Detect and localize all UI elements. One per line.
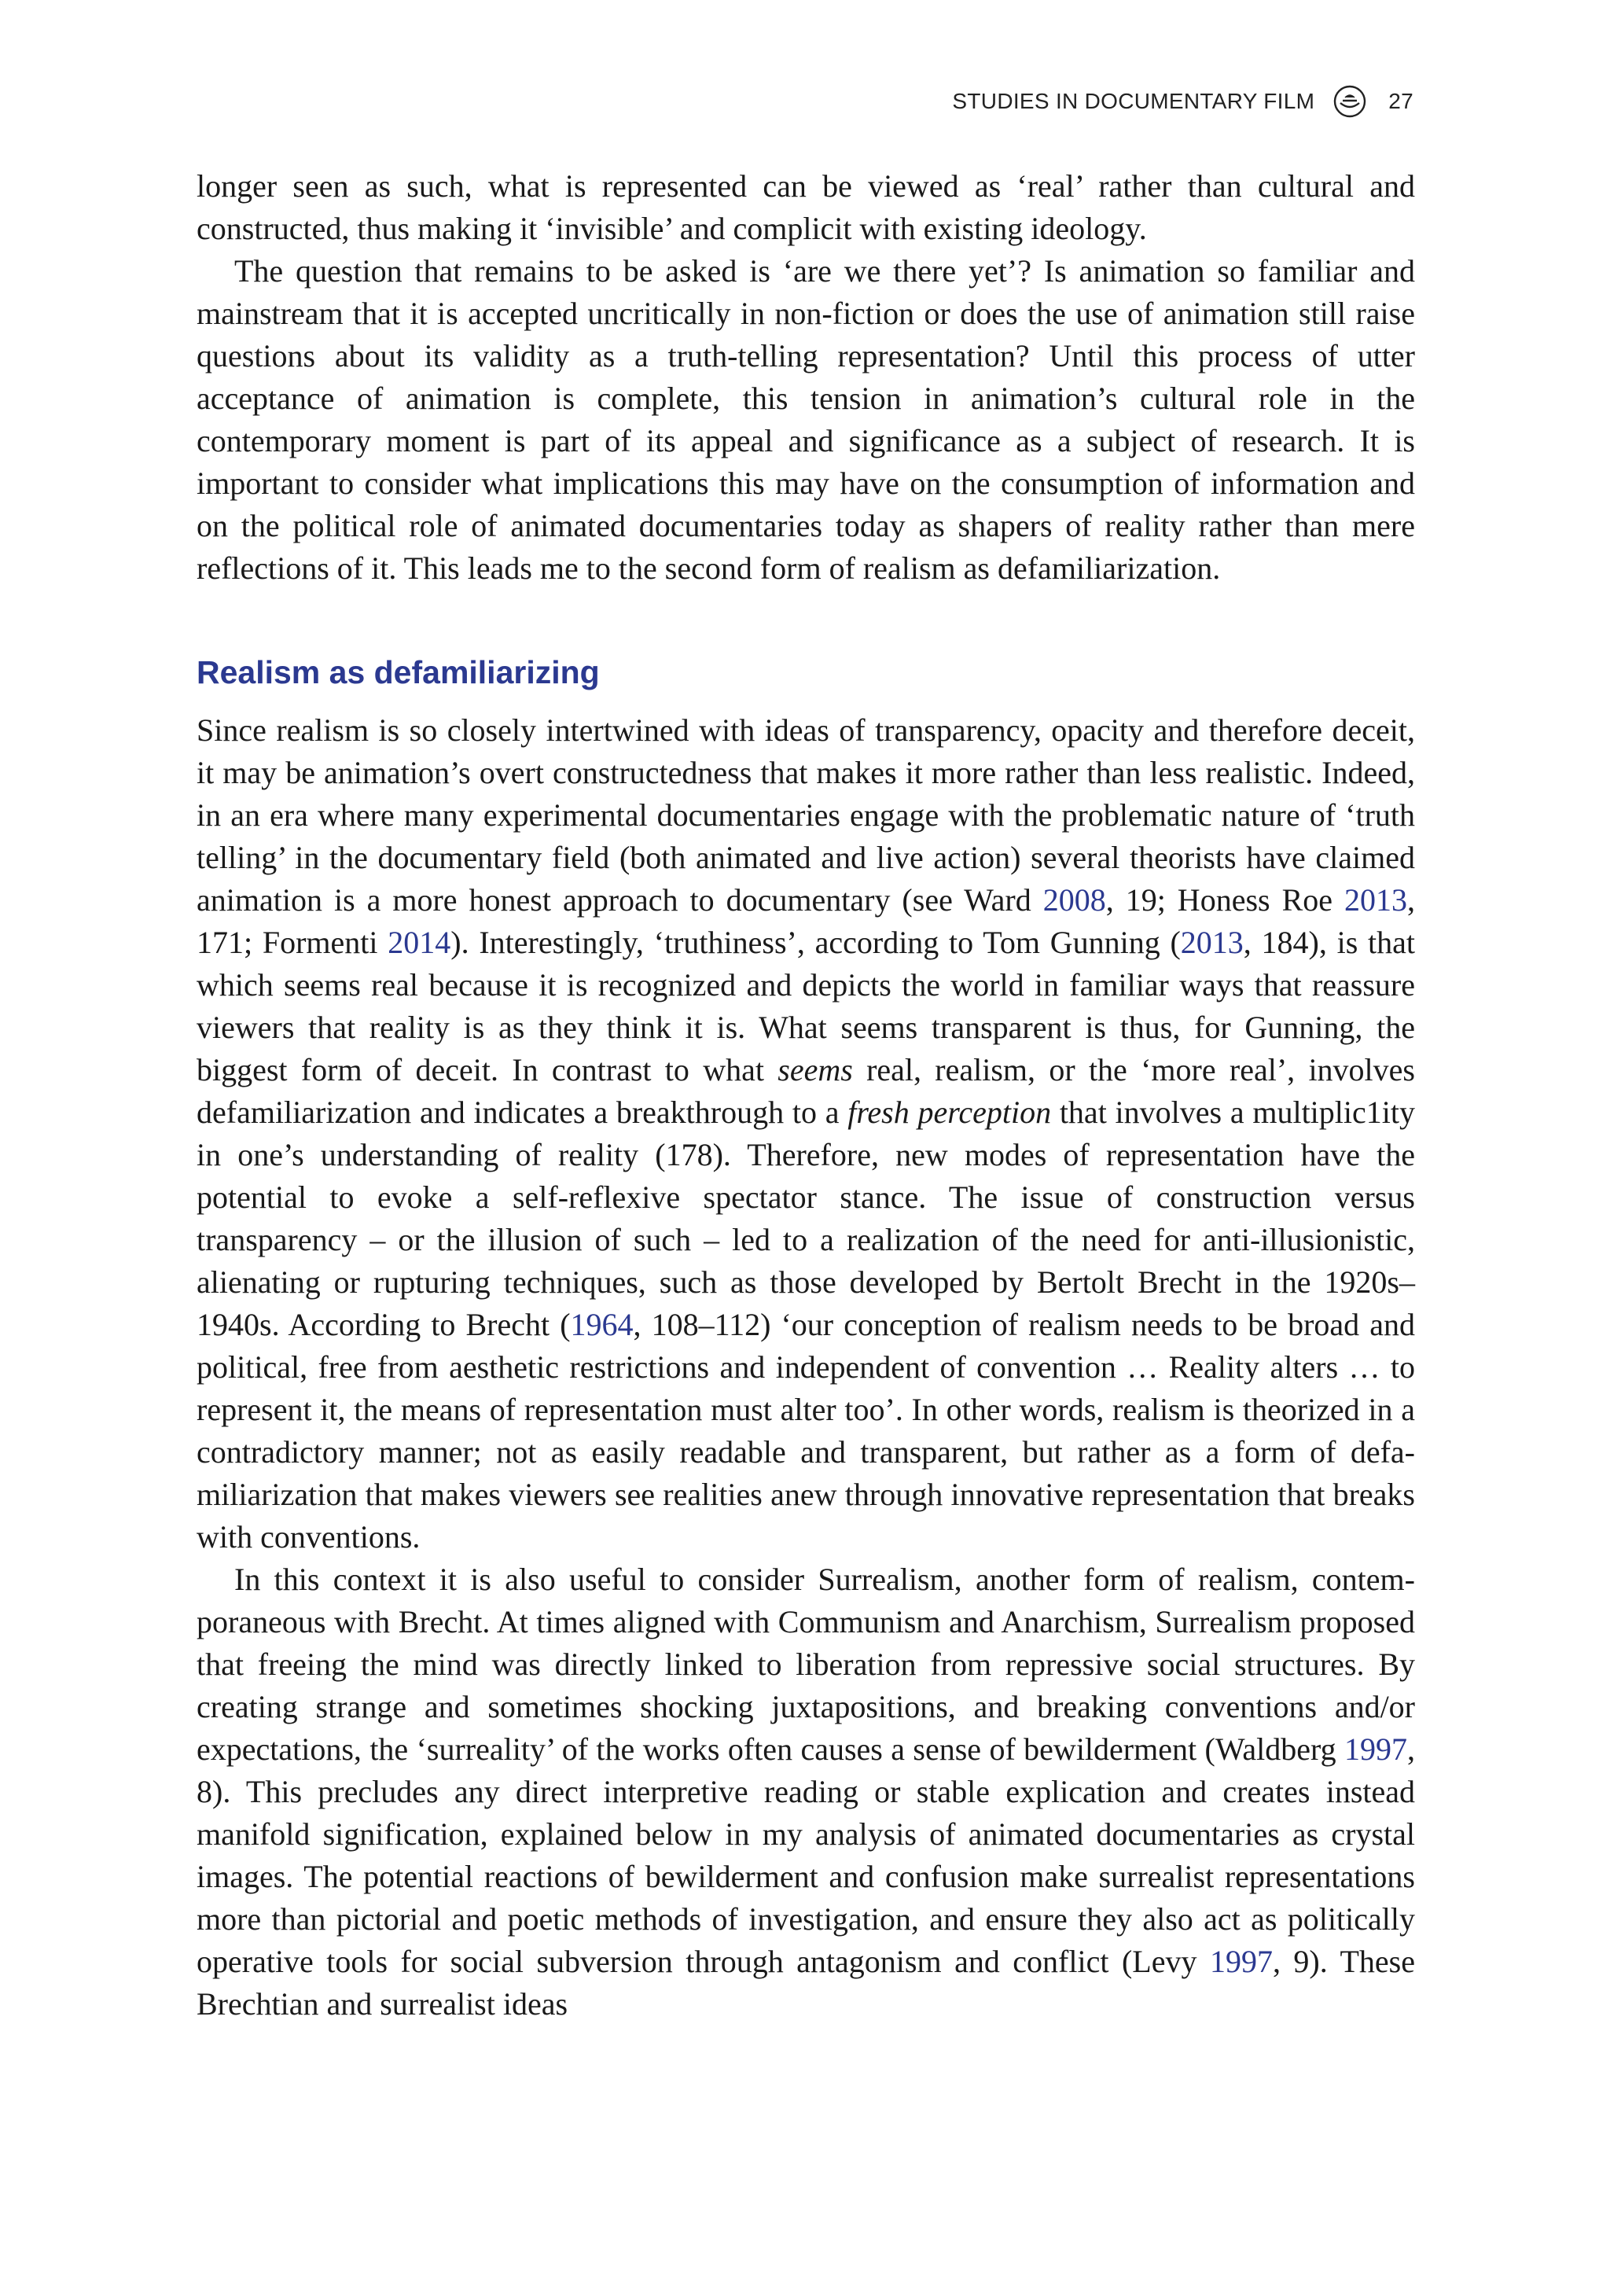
text-run: , 9). These Brechtian and surrealist ideas: [197, 1944, 1416, 2022]
page-number: 27: [1388, 89, 1413, 113]
text-run: , 171; Formenti: [197, 882, 1415, 960]
text-run: ). Interestingly, ‘truthiness’, according to Tom Gunning (: [450, 925, 1181, 960]
paragraph: longer seen as such, what is represented can be viewed as ‘real’ rather than cultural and constructed, thus making it ‘invisible’ and complicit with existing ideology.: [197, 168, 1415, 246]
text-run: that involves a multiplic1ity in one’s understanding of reality (178). Therefore, new modes of representation have the potential to evoke a self-reflexive spectator stance. The issue of construction versus transparency – or the illusion of such – led to a realization of the need for anti-illusionistic, alienating or rupturing techniques, such as those developed by Bertolt Brecht in the 1920s–1940s. According to Brecht (: [197, 1095, 1415, 1342]
text-run: real, realism, or the ‘more real’, involves defamiliarization and indicates a breakthrough to a: [197, 1052, 1415, 1130]
paragraph: [197, 709, 1415, 1558]
journal-logo-icon: [1333, 85, 1366, 118]
citation-link[interactable]: 2013: [1180, 925, 1244, 960]
citation-link[interactable]: 2013: [1344, 882, 1407, 918]
emphasis: fresh perception: [847, 1095, 1052, 1130]
body-text: [197, 165, 1415, 2026]
running-head: [952, 85, 1413, 118]
citation-link[interactable]: 2014: [388, 925, 451, 960]
text-run: , 108–112) ‘our conception of realism needs to be broad and political, free from aesthetic restrictions and independent of convention … Reality alters … to represent it, the means of representation must alter too’. In other words, realism is theorized in a contradictory manner; not as easily readable and transparent, but rather as a form of defamiliarization that makes viewers see realities anew through innovative representation that breaks with conventions.: [197, 1307, 1415, 1555]
citation-link[interactable]: 1964: [570, 1307, 634, 1342]
text-run: , 19; Honess Roe: [1105, 882, 1344, 918]
citation-link[interactable]: 1997: [1344, 1731, 1407, 1767]
citation-link[interactable]: 1997: [1209, 1944, 1273, 1979]
text-run: , 8). This precludes any direct interpretive reading or stable explication and creates instead manifold signification, explained below in my analysis of animated documentaries as crystal images. The potential reactions of bewilderment and confusion make surrealist representations more than pictorial and poetic methods of investigation, and ensure they also act as politically operative tools for social subversion through antagonism and conflict (Levy: [197, 1731, 1415, 1979]
citation-link[interactable]: 2008: [1042, 882, 1106, 918]
emphasis: seems: [777, 1052, 853, 1087]
text-run: In this context it is also useful to consider Surrealism, another form of realism, contemporaneous with Brecht. At times aligned with Communism and Anarchism, Surrealism proposed that freeing the mind was directly linked to liberation from repressive social structures. By creating strange and sometimes shocking juxtapositions, and breaking conventions and/or expectations, the ‘surreality’ of the works often causes a sense of bewilderment (Waldberg: [197, 1562, 1415, 1767]
text-run: Since realism is so closely intertwined with ideas of transparency, opacity and therefore deceit, it may be animation’s overt constructedness that makes it more rather than less realistic. Indeed, in an era where many experimental documentaries engage with the problematic nature of ‘truth telling’ in the documentary field (both animated and live action) several theorists have claimed animation is a more honest approach to documentary (see Ward: [197, 712, 1415, 918]
paragraph: [197, 1558, 1415, 2026]
text-run: , 184), is that which seems real because it is recognized and depicts the world in familiar ways that reassure viewers that reality is as they think it is. What seems transparent is thus, for Gunning, the biggest form of deceit. In contrast to what: [197, 925, 1415, 1087]
paragraph: The question that remains to be asked is ‘are we there yet’? Is animation so familiar and mainstream that it is accepted uncritically in non-fiction or does the use of animation still raise questions about its validity as a truth-telling representation? Until this process of utter acceptance of animation is complete, this tension in animation’s cultural role in the contemporary moment is part of its appeal and significance as a subject of research. It is important to consider what implications this may have on the consumption of information and on the political role of animated documentaries today as shapers of reality rather than mere reflections of it. This leads me to the second form of realism as defamiliarization.: [197, 253, 1415, 586]
section-heading: Realism as defamiliarizing: [197, 654, 600, 690]
journal-title: STUDIES IN DOCUMENTARY FILM: [952, 89, 1315, 113]
